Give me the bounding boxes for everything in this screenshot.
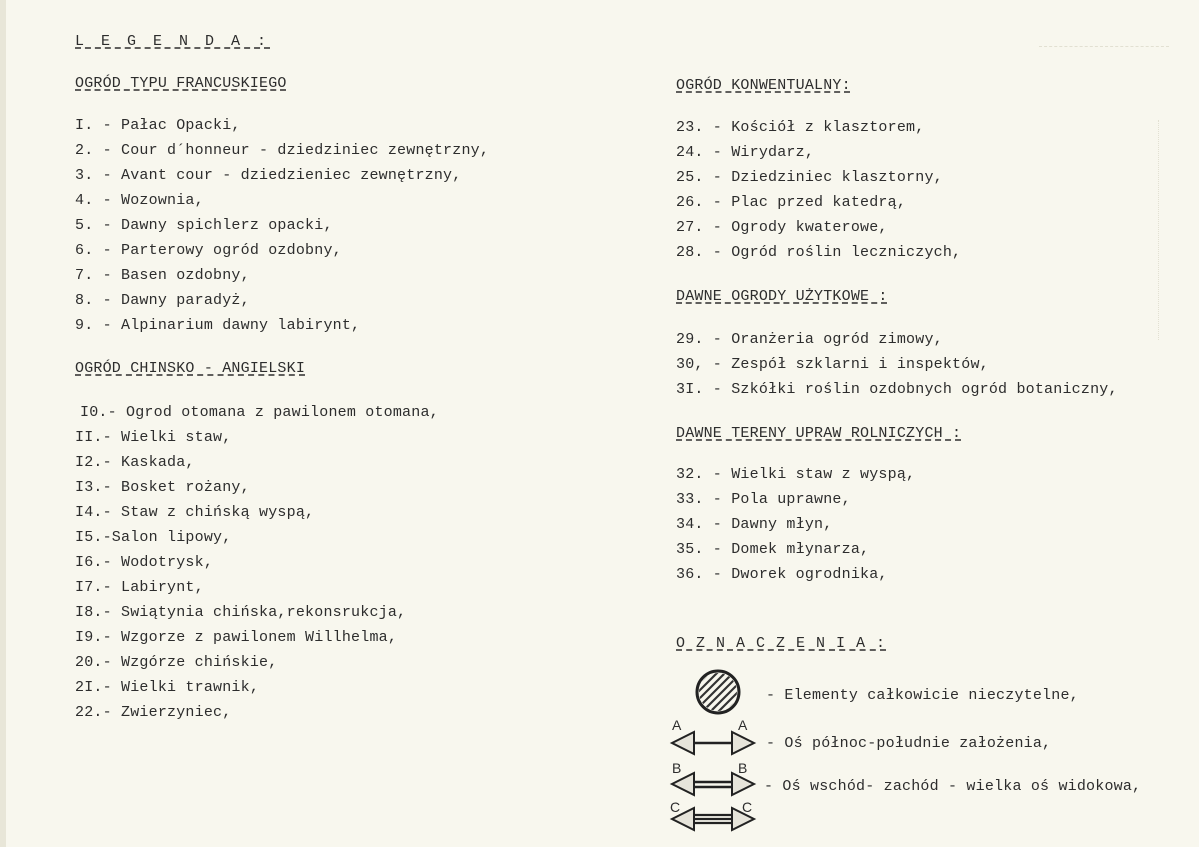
marking-label-north-south-axis: - Oś północ-południe założenia,: [766, 735, 1052, 752]
hatched-circle-icon: [694, 668, 742, 716]
list-item: 36. - Dworek ogrodnika,: [676, 566, 888, 583]
list-item: 27. - Ogrody kwaterowe,: [676, 219, 888, 236]
list-item: 28. - Ogród roślin leczniczych,: [676, 244, 962, 261]
list-item: 33. - Pola uprawne,: [676, 491, 851, 508]
section-heading-markings: O Z N A C Z E N I A :: [676, 635, 887, 652]
axis-letter-right: C: [742, 799, 753, 815]
double-arrow-icon: [668, 769, 758, 799]
list-item: 4. - Wozownia,: [75, 192, 204, 209]
axis-letter-right: A: [738, 717, 748, 733]
list-item: 3I. - Szkółki roślin ozdobnych ogród botaniczny,: [676, 381, 1118, 398]
list-item: I7.- Labirynt,: [75, 579, 204, 596]
list-item: I9.- Wzgorze z pawilonem Willhelma,: [75, 629, 398, 646]
list-item: 5. - Dawny spichlerz opacki,: [75, 217, 333, 234]
list-item: I6.- Wodotrysk,: [75, 554, 214, 571]
list-item: 24. - Wirydarz,: [676, 144, 815, 161]
list-item: 7. - Basen ozdobny,: [75, 267, 250, 284]
show-through-mark: [1068, 120, 1159, 340]
section-heading-french-garden: OGRÓD TYPU FRANCUSKIEGO: [75, 75, 287, 92]
axis-letter-left: A: [672, 717, 682, 733]
list-item: I8.- Swiątynia chińska,rekonsrukcja,: [75, 604, 407, 621]
double-arrow-icon: [668, 728, 758, 758]
section-heading-agricultural-lands: DAWNE TERENY UPRAW ROLNICZYCH :: [676, 425, 962, 442]
axis-c-symbol: [668, 796, 768, 840]
section-heading-utility-gardens: DAWNE OGRODY UŻYTKOWE :: [676, 288, 888, 305]
list-item: 2. - Cour d´honneur - dziedziniec zewnętrzny,: [75, 142, 490, 159]
list-item: I2.- Kaskada,: [75, 454, 195, 471]
list-item: 23. - Kościół z klasztorem,: [676, 119, 925, 136]
list-item: 30, - Zespół szklarni i inspektów,: [676, 356, 989, 373]
list-item: 3. - Avant cour - dziedzieniec zewnętrzny,: [75, 167, 462, 184]
legend-title: L E G E N D A :: [75, 33, 271, 50]
list-item: 35. - Domek młynarza,: [676, 541, 870, 558]
axis-letter-left: C: [670, 799, 681, 815]
show-through-mark: [1039, 30, 1169, 47]
page-edge: [0, 0, 6, 847]
axis-north-south-symbol: [668, 716, 768, 760]
section-heading-conventual-garden: OGRÓD KONWENTUALNY:: [676, 77, 851, 94]
list-item: II.- Wielki staw,: [75, 429, 232, 446]
list-item: 8. - Dawny paradyż,: [75, 292, 250, 309]
list-item: 20.- Wzgórze chińskie,: [75, 654, 278, 671]
axis-letter-right: B: [738, 760, 748, 776]
list-item: 26. - Plac przed katedrą,: [676, 194, 907, 211]
double-arrow-icon: [668, 804, 758, 834]
marking-label-east-west-axis: - Oś wschód- zachód - wielka oś widokowa,: [764, 778, 1142, 795]
marking-label-illegible: - Elementy całkowicie nieczytelne,: [766, 687, 1079, 704]
list-item: I. - Pałac Opacki,: [75, 117, 241, 134]
list-item: I5.-Salon lipowy,: [75, 529, 232, 546]
list-item: 34. - Dawny młyn,: [676, 516, 833, 533]
list-item: I0.- Ogrod otomana z pawilonem otomana,: [80, 404, 439, 421]
list-item: 29. - Oranżeria ogród zimowy,: [676, 331, 943, 348]
section-heading-chinese-english-garden: OGRÓD CHINSKO - ANGIELSKI: [75, 360, 306, 377]
list-item: 2I.- Wielki trawnik,: [75, 679, 260, 696]
list-item: 25. - Dziedziniec klasztorny,: [676, 169, 943, 186]
list-item: I4.- Staw z chińską wyspą,: [75, 504, 315, 521]
list-item: 6. - Parterowy ogród ozdobny,: [75, 242, 342, 259]
list-item: 22.- Zwierzyniec,: [75, 704, 232, 721]
list-item: I3.- Bosket rożany,: [75, 479, 250, 496]
list-item: 32. - Wielki staw z wyspą,: [676, 466, 916, 483]
axis-letter-left: B: [672, 760, 682, 776]
list-item: 9. - Alpinarium dawny labirynt,: [75, 317, 361, 334]
